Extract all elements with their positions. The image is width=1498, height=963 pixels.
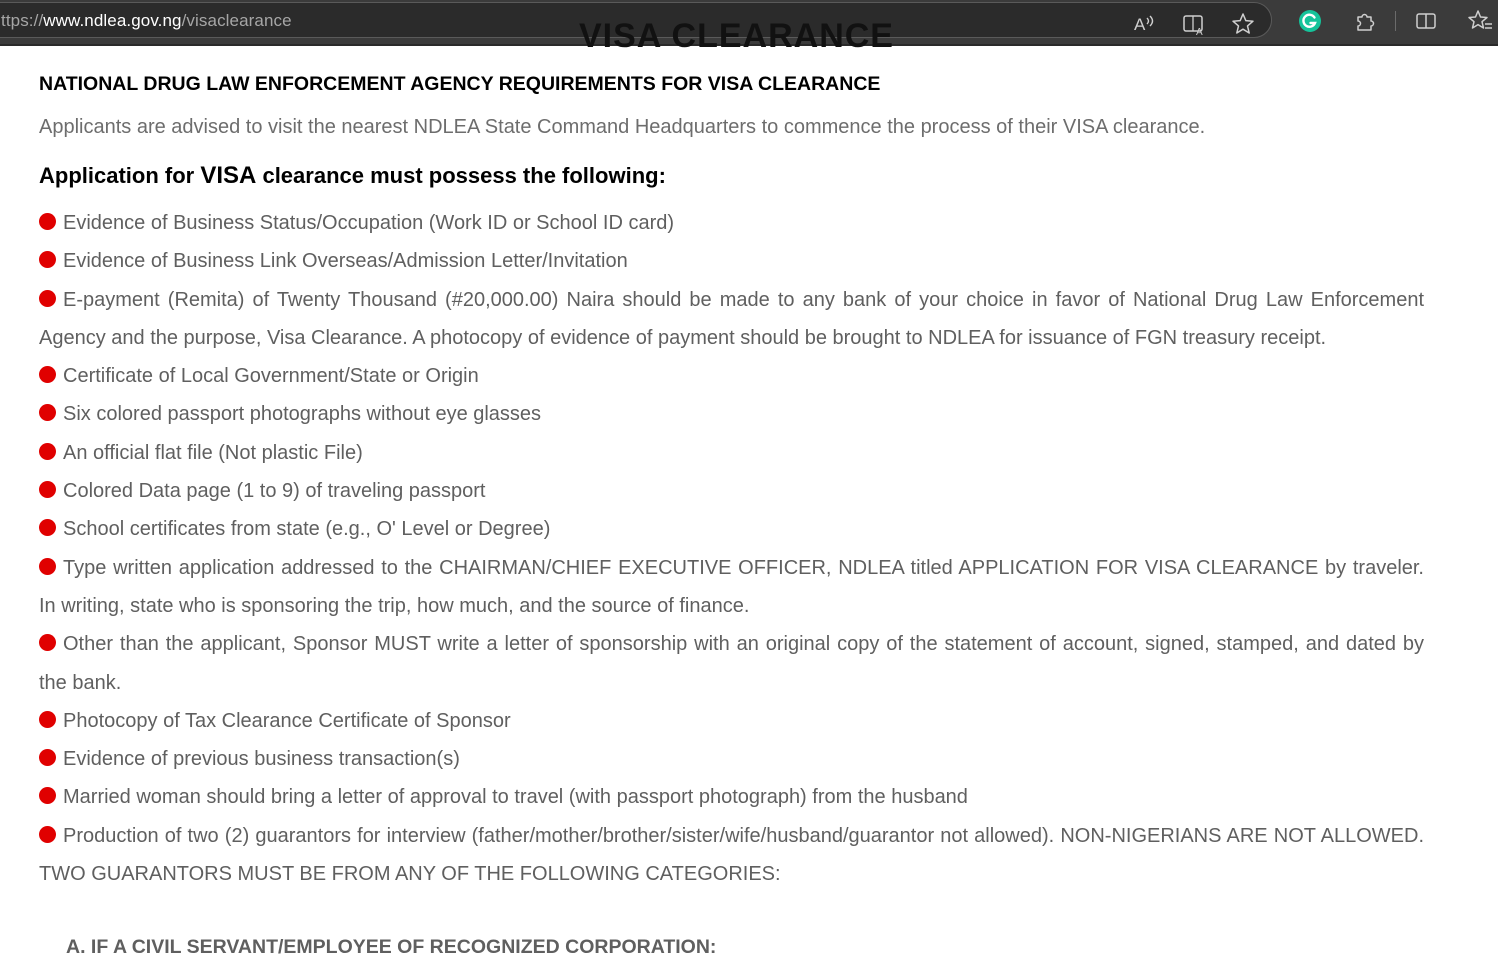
category-a-heading: A. IF A CIVIL SERVANT/EMPLOYEE OF RECOGNIZED CORPORATION: [66, 936, 717, 958]
red-bullet-icon [39, 826, 56, 843]
split-screen-icon[interactable] [1413, 8, 1439, 34]
list-heading [39, 162, 666, 190]
requirements-heading: NATIONAL DRUG LAW ENFORCEMENT AGENCY REQUIREMENTS FOR VISA CLEARANCE [39, 73, 881, 95]
requirement-item [39, 549, 1424, 626]
requirement-item [39, 204, 1424, 242]
intro-text: Applicants are advised to visit the nearest NDLEA State Command Headquarters to commence the process of their VISA clearance. [39, 116, 1206, 138]
requirement-text: Six colored passport photographs without eye glasses [63, 403, 542, 426]
requirement-item [39, 357, 1424, 395]
requirement-text: Type written application addressed to the CHAIRMAN/CHIEF EXECUTIVE OFFICER, NDLEA titled APPLICATION FOR VISA CLEARANCE by traveler. In writing, state who is sponsoring the trip, how much, and the source of finance. [39, 556, 1424, 617]
red-bullet-icon [39, 711, 56, 728]
red-bullet-icon [39, 366, 56, 383]
requirement-item [39, 510, 1424, 548]
requirement-text: Certificate of Local Government/State or Origin [63, 365, 479, 388]
red-bullet-icon [39, 558, 56, 575]
requirement-text: School certificates from state (e.g., O' Level or Degree) [63, 518, 551, 541]
requirement-text: E-payment (Remita) of Twenty Thousand (#20,000.00) Naira should be made to any bank of your choice in favor of National Drug Law Enforcement Agency and the purpose, Visa Clearance. A photocopy of evidence of payment should be brought to NDLEA for issuance of FGN treasury receipt. [39, 288, 1424, 349]
requirement-item [39, 472, 1424, 510]
red-bullet-icon [39, 213, 56, 230]
requirement-item [39, 702, 1424, 740]
svg-text:A: A [1134, 15, 1146, 34]
requirement-text: Photocopy of Tax Clearance Certificate of Sponsor [63, 709, 511, 732]
requirement-item [39, 395, 1424, 433]
url-host: www.ndlea.gov.ng [43, 11, 182, 30]
requirement-item [39, 817, 1424, 894]
url-text[interactable] [1, 11, 292, 31]
requirement-item [39, 740, 1424, 778]
svg-text:A: A [1196, 27, 1203, 38]
requirement-text: Colored Data page (1 to 9) of traveling passport [63, 480, 486, 503]
requirement-item [39, 434, 1424, 472]
url-scheme: ttps:// [1, 11, 44, 30]
red-bullet-icon [39, 443, 56, 460]
read-aloud-icon[interactable] [1131, 11, 1157, 37]
immersive-reader-icon[interactable] [1181, 11, 1207, 37]
puzzle-icon[interactable] [1352, 8, 1378, 34]
toolbar-separator [1395, 11, 1396, 31]
red-bullet-icon [39, 519, 56, 536]
requirement-text: Evidence of Business Link Overseas/Admission Letter/Invitation [63, 250, 628, 273]
requirement-item [39, 625, 1424, 702]
red-bullet-icon [39, 749, 56, 766]
requirement-text: Married woman should bring a letter of approval to travel (with passport photograph) from the husband [63, 786, 968, 809]
page-title-cut-off: VISA CLEARANCE [579, 17, 894, 55]
requirements-list [39, 204, 1424, 893]
red-bullet-icon [39, 634, 56, 651]
grammarly-icon[interactable] [1297, 8, 1323, 34]
requirement-text: An official flat file (Not plastic File) [63, 441, 363, 464]
list-heading-strong: VISA [200, 162, 257, 189]
red-bullet-icon [39, 290, 56, 307]
red-bullet-icon [39, 481, 56, 498]
requirement-text: Other than the applicant, Sponsor MUST write a letter of sponsorship with an original copy of the statement of account, signed, stamped, and dated by the bank. [39, 633, 1424, 694]
url-path: /visaclearance [181, 11, 292, 30]
list-heading-before: Application for [39, 163, 201, 188]
requirement-item [39, 281, 1424, 358]
list-heading-after: clearance must possess the following: [256, 163, 666, 188]
requirement-item [39, 242, 1424, 280]
red-bullet-icon [39, 787, 56, 804]
star-icon[interactable] [1230, 11, 1256, 37]
red-bullet-icon [39, 404, 56, 421]
requirement-text: Evidence of previous business transaction(s) [63, 748, 460, 771]
favorites-icon[interactable] [1467, 8, 1493, 34]
red-bullet-icon [39, 251, 56, 268]
requirement-item [39, 778, 1424, 816]
requirement-text: Evidence of Business Status/Occupation (Work ID or School ID card) [63, 212, 675, 234]
requirement-text: Production of two (2) guarantors for interview (father/mother/brother/sister/wife/husband/guarantor not allowed). NON-NIGERIANS ARE NOT ALLOWED. TWO GUARANTORS MUST BE FROM ANY OF THE FOLLOWING CATEGORIES: [39, 824, 1424, 886]
